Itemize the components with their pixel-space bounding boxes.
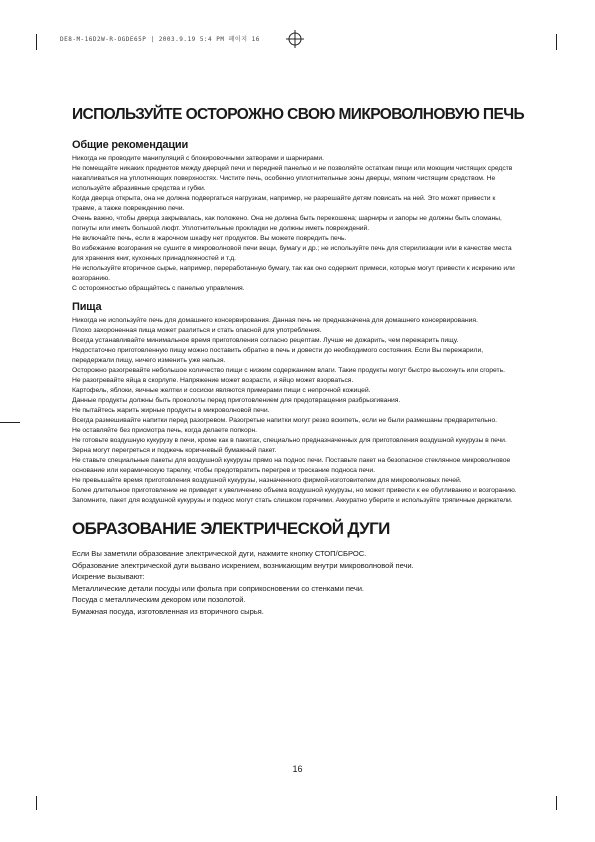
food-paragraph: Картофель, яблоки, яичные желтки и сосиски являются примерами пищи с непрочной кожицей.	[72, 387, 371, 394]
arcing-paragraph: Образование электрической дуги вызвано искрением, возникающим внутри микроволновой печи.	[72, 560, 414, 570]
arcing-paragraph: Металлические детали посуды или фольга при соприкосновении со стенками печи.	[72, 583, 364, 593]
arcing-title: ОБРАЗОВАНИЕ ЭЛЕКТРИЧЕСКОЙ ДУГИ	[72, 519, 390, 538]
crop-mark-bottom-left	[36, 796, 37, 810]
food-paragraph: Осторожно разогревайте небольшое количество пищи с низким содержанием влаги. Такие продукты могут быстро высохнуть или сгореть.	[72, 367, 505, 374]
food-paragraph: Никогда не используйте печь для домашнего консервирования. Данная печь не предназначена для домашнего консервирования.	[72, 317, 478, 324]
general-body	[72, 154, 518, 294]
page-title: ИСПОЛЬЗУЙТЕ ОСТОРОЖНО СВОЮ МИКРОВОЛНОВУЮ ПЕЧЬ	[72, 106, 525, 123]
crop-mark-bottom-right	[556, 796, 557, 810]
general-paragraph: Во избежание возгорания не сушите в микроволновой печи вещи, бумагу и др.; не используйте печь для стерилизации или в качестве места для хранения книг, кухонных принадлежностей и т.д.	[72, 245, 512, 262]
food-paragraph: Не оставляйте без присмотра печь, когда делаете попкорн.	[72, 427, 258, 434]
food-paragraph: Не готовьте воздушную кукурузу в печи, кроме как в пакетах, специально предназначенных для приготовления воздушной кукурузы в печи. Зерна могут перегреться и поджечь коричневый бумажный пакет.	[72, 437, 507, 454]
general-paragraph: Не включайте печь, если в жарочном шкафу нет продуктов. Вы можете повредить печь.	[72, 235, 347, 242]
general-paragraph: Не используйте вторичное сырье, например, переработанную бумагу, так как оно содержит примеси, которые могут привести к искрению или возгоранию.	[72, 265, 515, 282]
general-paragraph: Не помещайте никаких предметов между дверцей печи и передней панелью и не позволяйте остаткам пищи или моющим чистящих средств накапливаться на уплотняющих поверхностях. Чистите печь, особенно уплотнительные зоны дверцы, мягким чистящим средством. Не используйте абразивные средства и губки.	[72, 165, 513, 192]
arcing-body	[72, 548, 518, 617]
general-paragraph: Очень важно, чтобы дверца закрывалась, как положено. Она не должна быть перекошена; шарниры и запоры не должны быть сломаны, погнуты или иметь большой люфт. Уплотнительные прокладки не должны иметь повреждений.	[72, 215, 502, 232]
arcing-paragraph: Бумажная посуда, изготовленная из вторичного сырья.	[72, 606, 264, 616]
food-paragraph: Данные продукты должны быть проколоты перед приготовлением для предотвращения разбрызгивания.	[72, 397, 401, 404]
content-area	[72, 106, 525, 617]
crop-mark-top-left	[36, 34, 37, 50]
food-paragraph: Недостаточно приготовленную пищу можно поставить обратно в печь и довести до необходимого состояния. Если Вы пережарили, передержали пищу, ничего изменить уже нельзя.	[72, 347, 484, 364]
food-paragraph: Плохо захороненная пища может разлиться и стать опасной для употребления.	[72, 327, 322, 334]
general-heading: Общие рекомендации	[72, 139, 189, 151]
food-paragraph: Не ставьте специальные пакеты для воздушной кукурузы прямо на поднос печи. Поставьте пакет на безопасное стеклянное микроволновое основание или керамическую тарелку, чтобы предотвратить перегрев и трескание подноса печи.	[72, 457, 511, 474]
food-body	[72, 316, 518, 506]
crop-mark-left-middle	[0, 422, 20, 423]
food-paragraph: Не пытайтесь жарить жирные продукты в микроволновой печи.	[72, 407, 270, 414]
arcing-paragraph: Если Вы заметили образование электрической дуги, нажмите кнопку СТОП/СБРОС.	[72, 549, 367, 558]
food-paragraph: Всегда устанавливайте минимальное время приготовления согласно рецептам. Лучше не дожарить, чем пережарить пищу.	[72, 337, 459, 344]
food-paragraph: Более длительное приготовление не приведет к увеличению объема воздушной кукурузы, но может привести к ее обугливанию и возгоранию. Запомните, пакет для воздушной кукурузы и поднос могут стать слишком горячими. Аккуратно уберите и используйте тряпичные держатели.	[72, 487, 517, 504]
food-paragraph: Не разогревайте яйца в скорлупе. Напряжение может возрасти, и яйцо может взорваться.	[72, 377, 354, 384]
print-slug: DE8-M-16D2W-R-OGDE65P | 2003.9.19 5:4 PM 페이지 16	[60, 36, 260, 43]
food-paragraph: Не превышайте время приготовления воздушной кукурузы, назначенного фирмой-изготовителем для микроволновых печей.	[72, 477, 462, 484]
general-paragraph: С осторожностью обращайтесь с панелью управления.	[72, 285, 245, 292]
food-heading: Пища	[72, 301, 102, 313]
general-paragraph: Никогда не проводите манипуляций с блокировочными затворами и шарнирами.	[72, 155, 324, 162]
crop-mark-top-right	[556, 34, 557, 50]
food-paragraph: Всегда размешивайте напитки перед разогревом. Разогретые напитки могут резко вскипеть, если не были размешаны предварительно.	[72, 417, 498, 424]
general-paragraph: Когда дверца открыта, она не должна подвергаться нагрузкам, например, не разрешайте детям повисать на ней. Это может привести к травме, а также повреждению печи.	[72, 195, 496, 212]
arcing-paragraph: Посуда с металлическим декором или позолотой.	[72, 595, 246, 604]
page-number: 16	[292, 764, 303, 774]
arcing-paragraph: Искрение вызывают:	[72, 572, 145, 581]
registration-mark-icon	[286, 30, 304, 48]
